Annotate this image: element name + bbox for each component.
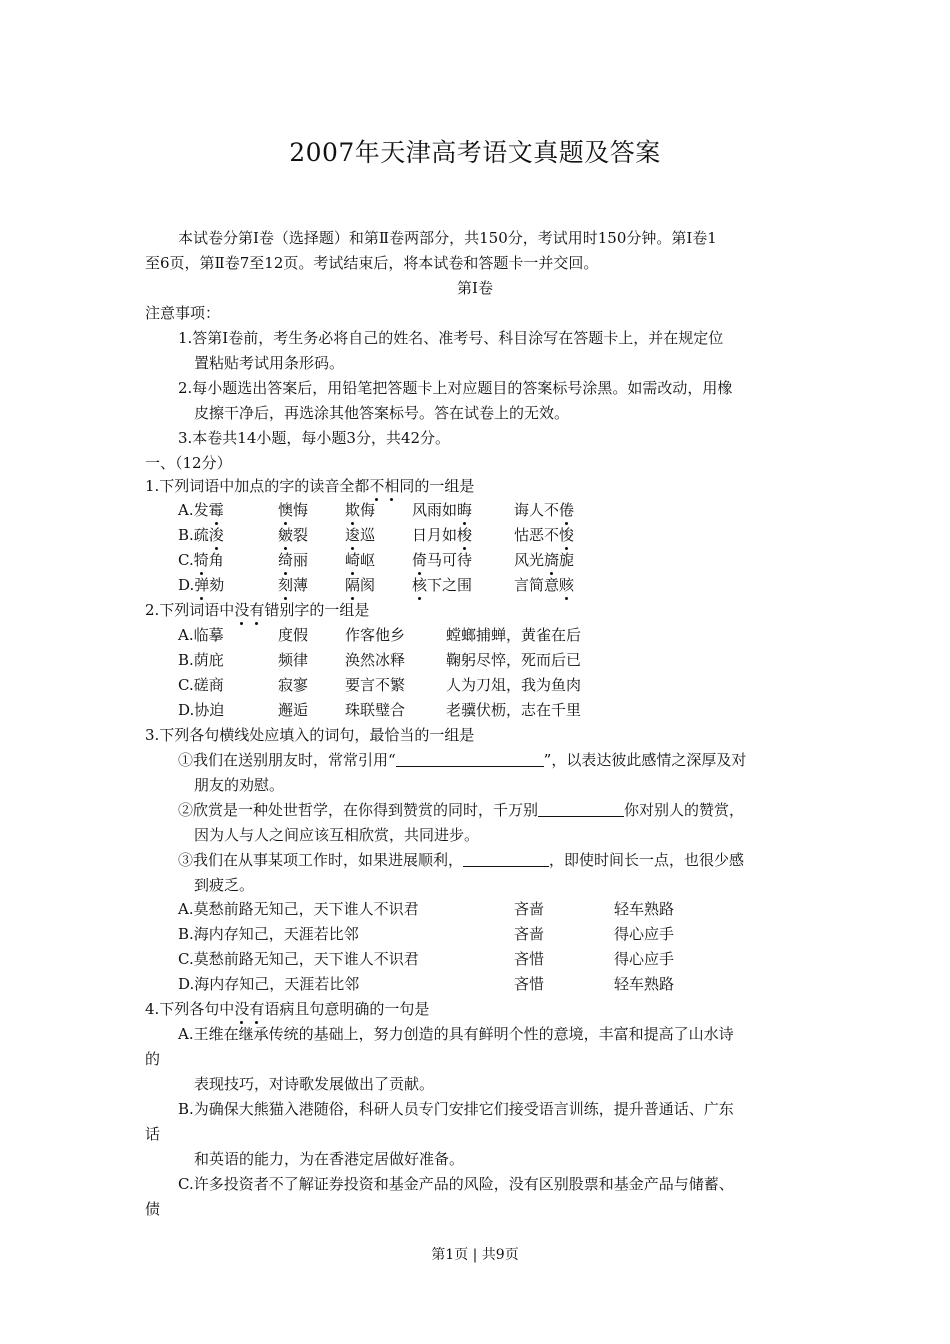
emphasis-dot-char: 晦 bbox=[457, 501, 473, 519]
option-text: 劾 bbox=[209, 576, 225, 594]
option-text: 岖 bbox=[360, 551, 376, 569]
option-text: 风光 bbox=[514, 551, 545, 569]
q3-option-cell: C.莫愁前路无知己，天下谁人不识君 bbox=[178, 950, 419, 968]
q3-option-cell: 得心应手 bbox=[614, 925, 675, 943]
q4-option-a-line-3: 表现技巧，对诗歌发展做出了贡献。 bbox=[194, 1075, 435, 1093]
q2-option-cell: 珠联璧合 bbox=[345, 701, 406, 719]
q2-option-cell: 作客他乡 bbox=[345, 626, 406, 644]
q4-stem bbox=[145, 999, 429, 1019]
emphasis-dot-char: 旖 bbox=[544, 551, 560, 569]
q2-option-cell: 鞠躬尽悴，死而后已 bbox=[446, 651, 582, 669]
emphasis-dot-char: 皴 bbox=[278, 526, 294, 544]
q1-option-cell bbox=[178, 550, 224, 570]
q2-option-cell: 邂逅 bbox=[278, 701, 309, 719]
q3-s3-text: ，即使时间长一点，也很少感 bbox=[549, 851, 745, 869]
emphasis-dot-char: 隔 bbox=[345, 576, 361, 594]
q1-stem-suffix: 同的一组是 bbox=[399, 477, 475, 495]
q1-option-cell bbox=[278, 500, 308, 520]
q1-option-cell bbox=[278, 575, 308, 595]
q3-s2-text: 你对别人的赞赏， bbox=[624, 801, 745, 819]
section-title: 第Ⅰ卷 bbox=[457, 279, 493, 297]
q2-option-cell: 要言不繁 bbox=[345, 676, 406, 694]
emphasis-dot-char: 相 bbox=[384, 477, 400, 495]
q1-option-cell bbox=[178, 525, 224, 545]
q2-option-cell: 涣然冰释 bbox=[345, 651, 406, 669]
q2-stem bbox=[145, 600, 369, 620]
q3-sentence-3 bbox=[178, 850, 744, 870]
q1-option-cell bbox=[514, 575, 574, 595]
q3-sentence-1 bbox=[178, 750, 746, 770]
emphasis-dot-char: 绮 bbox=[278, 551, 294, 569]
q2-option-cell: 频律 bbox=[278, 651, 309, 669]
option-text: 旎 bbox=[559, 551, 575, 569]
q1-option-cell bbox=[412, 575, 472, 595]
fill-blank bbox=[463, 852, 549, 867]
q4-option-b-line-1: B.为确保大熊猫入港随俗，科研人员专门安排它们接受语言训练，提升普通话、广东 bbox=[178, 1100, 734, 1118]
q3-option-cell: B.海内存知己，天涯若比邻 bbox=[178, 925, 359, 943]
note-1-line-1: 1.答第Ⅰ卷前，考生务必将自己的姓名、准考号、科目涂写在答题卡上，并在规定位 bbox=[178, 329, 724, 347]
q1-option-cell bbox=[178, 575, 224, 595]
q1-option-cell bbox=[412, 500, 472, 520]
emphasis-dot-char: 核 bbox=[412, 576, 428, 594]
q1-stem bbox=[145, 476, 474, 496]
part-1-header: 一、（12分） bbox=[145, 454, 232, 472]
q1-option-cell bbox=[514, 550, 574, 570]
q3-sentence-1-cont: 朋友的劝慰。 bbox=[194, 776, 285, 794]
option-text: 风雨如 bbox=[412, 501, 458, 519]
q2-stem-prefix: 2.下列词语中 bbox=[145, 601, 235, 619]
option-text: 丽 bbox=[293, 551, 309, 569]
q1-option-cell bbox=[412, 525, 472, 545]
emphasis-dot-char: 欺 bbox=[345, 501, 361, 519]
emphasis-dot-char: 崎 bbox=[345, 551, 361, 569]
emphasis-dot-char: 霉 bbox=[208, 501, 224, 519]
q2-option-cell: 人为刀俎，我为鱼肉 bbox=[446, 676, 582, 694]
q4-option-b-line-2: 话 bbox=[145, 1125, 161, 1143]
q1-option-cell bbox=[514, 525, 574, 545]
emphasis-dot-char: 倚 bbox=[412, 551, 428, 569]
note-1-line-2: 置粘贴考试用条形码。 bbox=[194, 354, 345, 372]
page-footer: 第1页 | 共9页 bbox=[431, 1247, 519, 1263]
q3-option-cell: A.莫愁前路无知己，天下谁人不识君 bbox=[178, 900, 419, 918]
q2-option-cell: D.协迫 bbox=[178, 701, 225, 719]
q3-s1-text: ”，以表达彼此感情之深厚及对 bbox=[543, 751, 747, 769]
option-text: 裂 bbox=[293, 526, 309, 544]
emphasis-dot-char: 没 bbox=[234, 601, 250, 619]
q3-option-cell: 吝啬 bbox=[514, 900, 545, 918]
q2-option-cell: A.临摹 bbox=[178, 626, 224, 644]
q3-option-cell: 轻车熟路 bbox=[614, 900, 675, 918]
q1-option-cell bbox=[345, 575, 375, 595]
option-text: B.疏 bbox=[178, 526, 209, 544]
q1-option-cell bbox=[178, 500, 224, 520]
q1-option-cell bbox=[412, 550, 472, 570]
option-text: 侮 bbox=[360, 501, 376, 519]
emphasis-dot-char: 悛 bbox=[559, 526, 575, 544]
q3-s2-text: ②欣赏是一种处世哲学，在你得到赞赏的同时，千万别 bbox=[178, 801, 539, 819]
option-text: 怙恶不 bbox=[514, 526, 560, 544]
option-text: 马可待 bbox=[427, 551, 473, 569]
q3-sentence-2-cont: 因为人与人之间应该互相欣赏，共同进步。 bbox=[194, 826, 480, 844]
option-text: 阂 bbox=[360, 576, 376, 594]
q3-s1-text: ①我们在送别朋友时，常常引用“ bbox=[178, 751, 396, 769]
q3-option-cell: 吝惜 bbox=[514, 975, 545, 993]
emphasis-dot-char: 刻 bbox=[278, 576, 294, 594]
intro-line-2: 至6页，第Ⅱ卷7至12页。考试结束后，将本试卷和答题卡一并交回。 bbox=[145, 254, 599, 272]
q3-stem: 3.下列各句横线处应填入的词句，最恰当的一组是 bbox=[145, 726, 475, 744]
q3-option-cell: 轻车熟路 bbox=[614, 975, 675, 993]
q4-option-a-line-1: A.王维在继承传统的基础上，努力创造的具有鲜明个性的意境，丰富和提高了山水诗 bbox=[178, 1025, 734, 1043]
q2-option-cell: 度假 bbox=[278, 626, 309, 644]
emphasis-dot-char: 犄 bbox=[193, 551, 209, 569]
q4-stem-prefix: 4.下列各句中 bbox=[145, 1000, 235, 1018]
note-2-line-2: 皮擦干净后，再选涂其他答案标号。答在试卷上的无效。 bbox=[194, 404, 570, 422]
q1-option-cell bbox=[345, 500, 375, 520]
q3-option-cell: 吝啬 bbox=[514, 925, 545, 943]
intro-line-1: 本试卷分第Ⅰ卷（选择题）和第Ⅱ卷两部分，共150分，考试用时150分钟。第Ⅰ卷1 bbox=[178, 229, 717, 247]
q2-option-cell: 螳螂捕蝉，黄雀在后 bbox=[446, 626, 582, 644]
note-2-line-1: 2.每小题选出答案后，用铅笔把答题卡上对应题目的答案标号涂黑。如需改动，用橡 bbox=[178, 379, 733, 397]
option-text: 角 bbox=[208, 551, 224, 569]
q4-option-c-line-1: C.许多投资者不了解证券投资和基金产品的风险，没有区别股票和基金产品与储蓄、 bbox=[178, 1175, 734, 1193]
option-text: 日月如 bbox=[412, 526, 458, 544]
emphasis-dot-char: 不 bbox=[369, 477, 385, 495]
emphasis-dot-char: 倦 bbox=[559, 501, 575, 519]
option-text: 言简意 bbox=[514, 576, 560, 594]
emphasis-dot-char: 懊 bbox=[278, 501, 294, 519]
emphasis-dot-char: 赅 bbox=[559, 576, 575, 594]
q3-sentence-2 bbox=[178, 800, 744, 820]
emphasis-dot-char: 浚 bbox=[208, 526, 224, 544]
q1-option-cell bbox=[345, 525, 375, 545]
option-text: 巡 bbox=[360, 526, 376, 544]
option-text: C. bbox=[178, 551, 194, 569]
emphasis-dot-char: 有 bbox=[249, 601, 265, 619]
emphasis-dot-char: 逡 bbox=[345, 526, 361, 544]
q4-option-a-line-2: 的 bbox=[145, 1050, 161, 1068]
q3-option-cell: D.海内存知己，天涯若比邻 bbox=[178, 975, 360, 993]
fill-blank bbox=[538, 802, 624, 817]
q1-option-cell bbox=[514, 500, 574, 520]
q2-option-cell: C.磋商 bbox=[178, 676, 224, 694]
q1-option-cell bbox=[278, 550, 308, 570]
option-text: 诲人不 bbox=[514, 501, 560, 519]
emphasis-dot-char: 梭 bbox=[457, 526, 473, 544]
q4-option-c-line-2: 债 bbox=[145, 1200, 161, 1218]
q2-option-cell: B.荫庇 bbox=[178, 651, 224, 669]
q1-option-cell bbox=[278, 525, 308, 545]
q3-s3-text: ③我们在从事某项工作时，如果进展顺利， bbox=[178, 851, 464, 869]
q3-sentence-3-cont: 到疲乏。 bbox=[194, 876, 255, 894]
notes-header: 注意事项： bbox=[145, 304, 221, 322]
q1-option-cell bbox=[345, 550, 375, 570]
option-text: 薄 bbox=[293, 576, 309, 594]
q2-stem-suffix: 错别字的一组是 bbox=[264, 601, 370, 619]
q1-stem-prefix: 1.下列词语中加点的字的读音全都 bbox=[145, 477, 370, 495]
page-title: 2007年天津高考语文真题及答案 bbox=[289, 138, 661, 167]
q3-option-cell: 吝惜 bbox=[514, 950, 545, 968]
emphasis-dot-char: 有 bbox=[249, 1000, 265, 1018]
emphasis-dot-char: 没 bbox=[234, 1000, 250, 1018]
q2-option-cell: 老骥伏枥，志在千里 bbox=[446, 701, 582, 719]
q4-stem-suffix: 语病且句意明确的一句是 bbox=[264, 1000, 430, 1018]
q3-option-cell: 得心应手 bbox=[614, 950, 675, 968]
option-text: A.发 bbox=[178, 501, 209, 519]
option-text: 下之围 bbox=[427, 576, 473, 594]
q2-option-cell: 寂寥 bbox=[278, 676, 309, 694]
note-3: 3.本卷共14小题，每小题3分，共42分。 bbox=[178, 429, 451, 447]
option-text: 悔 bbox=[293, 501, 309, 519]
fill-blank bbox=[396, 752, 544, 767]
q4-option-b-line-3: 和英语的能力，为在香港定居做好准备。 bbox=[194, 1150, 465, 1168]
option-text: D. bbox=[178, 576, 195, 594]
emphasis-dot-char: 弹 bbox=[194, 576, 210, 594]
